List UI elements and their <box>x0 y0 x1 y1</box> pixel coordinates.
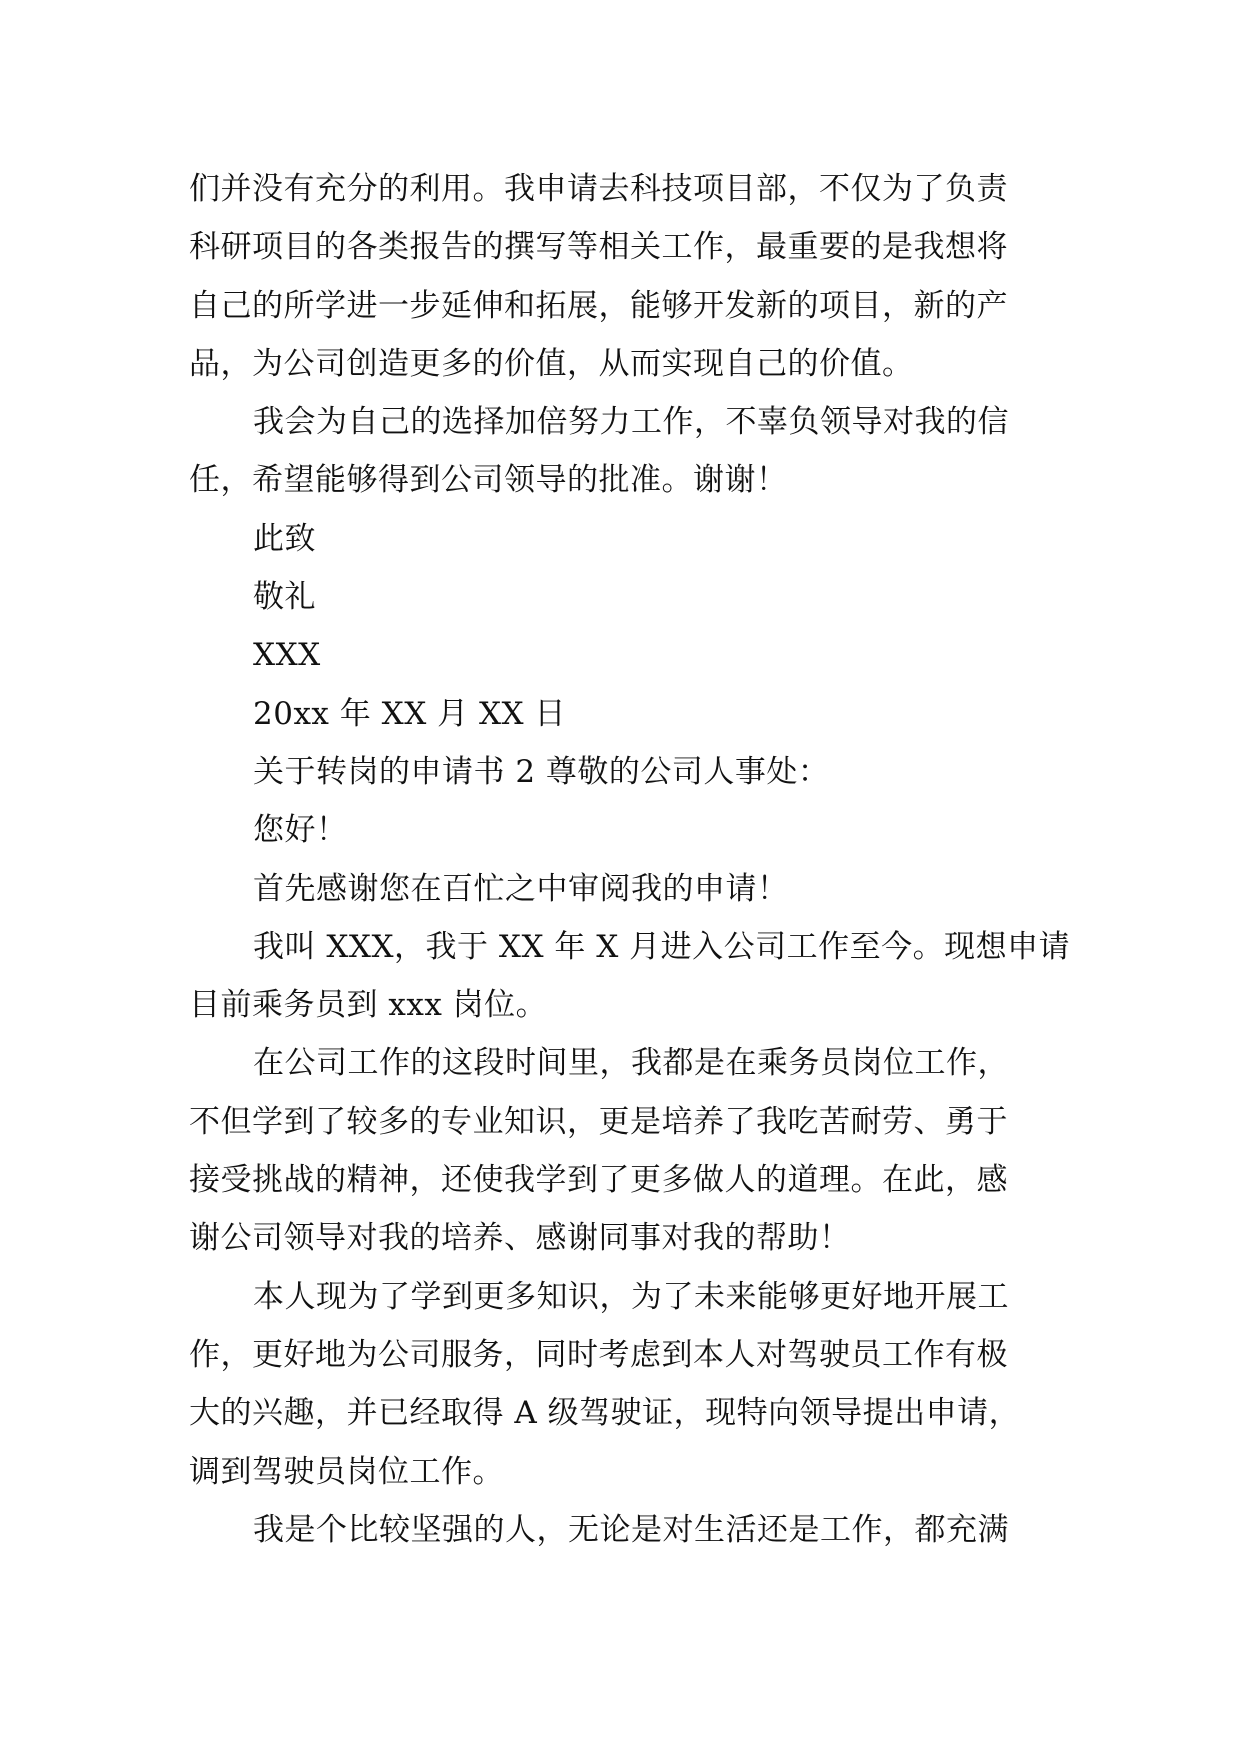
text-line: 谢公司领导对我的培养、感谢同事对我的帮助！ <box>189 1220 851 1257</box>
text-line: 不但学到了较多的专业知识，更是培养了我吃苦耐劳、勇于 <box>189 1103 1008 1140</box>
text-line: 首先感谢您在百忙之中审阅我的申请！ <box>253 870 789 907</box>
text-line: 敬礼 <box>253 579 316 616</box>
text-line: 任，希望能够得到公司领导的批准。谢谢！ <box>189 462 788 499</box>
text-line: 目前乘务员到 xxx 岗位。 <box>189 987 548 1024</box>
text-line: 我会为自己的选择加倍努力工作，不辜负领导对我的信 <box>253 404 1009 441</box>
text-line: 我是个比较坚强的人，无论是对生活还是工作，都充满 <box>253 1511 1009 1548</box>
text-line: 我叫 XXX，我于 XX 年 X 月进入公司工作至今。现想申请 <box>253 928 1071 965</box>
text-line: 自己的所学进一步延伸和拓展，能够开发新的项目，新的产 <box>189 287 1008 324</box>
text-line: 科研项目的各类报告的撰写等相关工作，最重要的是我想将 <box>189 229 1008 266</box>
text-line: 品，为公司创造更多的价值，从而实现自己的价值。 <box>189 345 914 382</box>
text-line: 本人现为了学到更多知识，为了未来能够更好地开展工 <box>253 1278 1009 1315</box>
text-line: 您好！ <box>253 812 348 849</box>
text-line: XXX <box>253 637 321 674</box>
text-line: 关于转岗的申请书 2 尊敬的公司人事处： <box>253 753 830 790</box>
text-line: 作，更好地为公司服务，同时考虑到本人对驾驶员工作有极 <box>189 1336 1008 1373</box>
text-line: 在公司工作的这段时间里，我都是在乘务员岗位工作， <box>253 1045 1009 1082</box>
text-line: 们并没有充分的利用。我申请去科技项目部，不仅为了负责 <box>189 171 1008 207</box>
text-line: 接受挑战的精神，还使我学到了更多做人的道理。在此，感 <box>189 1162 1008 1199</box>
text-line: 大的兴趣，并已经取得 A 级驾驶证，现特向领导提出申请， <box>189 1395 1021 1432</box>
document-body <box>189 160 1069 1559</box>
text-line: 调到驾驶员岗位工作。 <box>189 1453 504 1490</box>
text-line: 20xx 年 XX 月 XX 日 <box>253 695 566 732</box>
text-line: 此致 <box>253 520 316 557</box>
